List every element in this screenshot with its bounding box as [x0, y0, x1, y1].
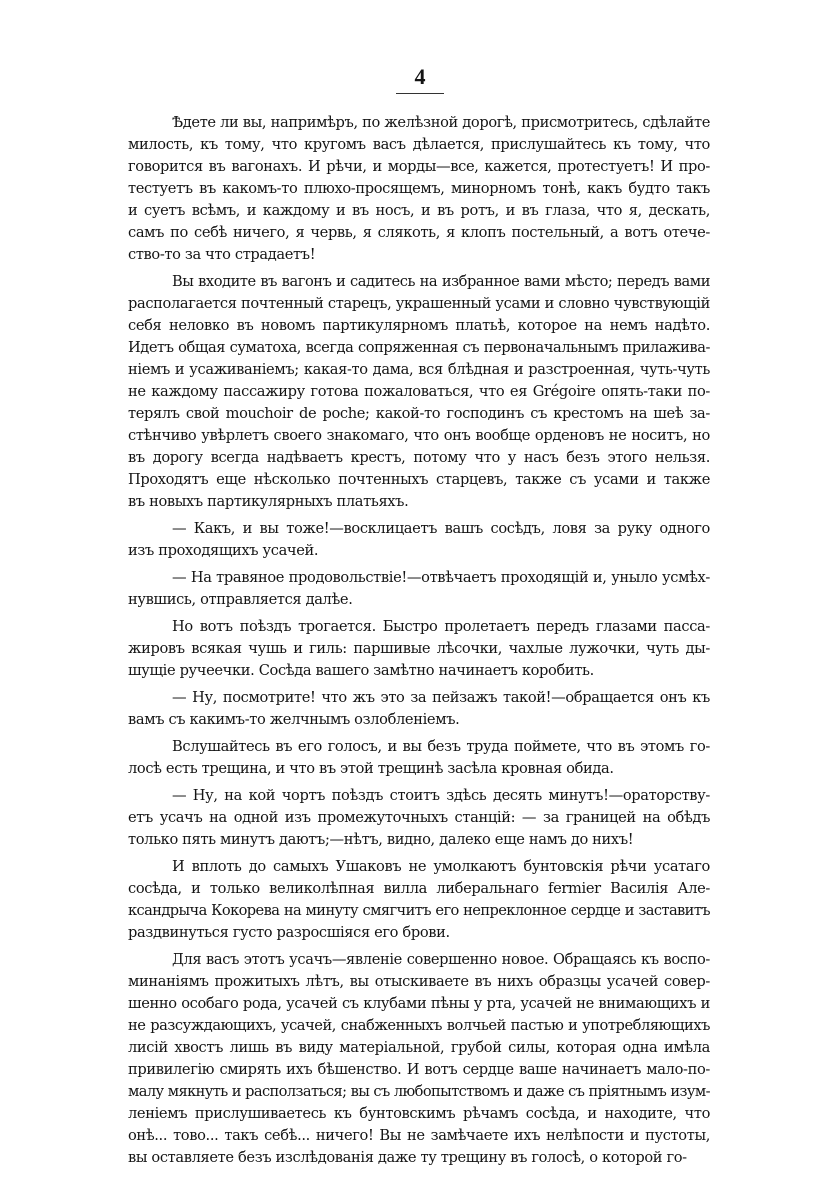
- paragraph: [128, 949, 710, 1169]
- text-line: ксандрыча Кокорева на минуту смягчитъ его непреклонное сердце и заставитъ: [128, 902, 710, 919]
- text-line: — Какъ, и вы тоже!—восклицаетъ вашъ сосѣдъ, ловя за руку одного: [172, 520, 710, 537]
- text-line: въ дорогу всегда надѣваетъ крестъ, потому что у насъ безъ этого нельзя.: [128, 449, 710, 466]
- text-line: Проходятъ еще нѣсколько почтенныхъ старцевъ, также съ усами и также: [128, 471, 710, 488]
- text-line: нувшись, отправляется далѣе.: [128, 591, 353, 608]
- paragraph: [128, 616, 710, 682]
- text-line: лисій хвостъ лишь въ виду матеріальной, грубой силы, которая одна имѣла: [128, 1039, 710, 1056]
- paragraph: [128, 736, 710, 780]
- text-line: раздвинуться густо разросшіяся его брови.: [128, 924, 450, 941]
- text-line: онѣ... тово... такъ себѣ... ничего! Вы не замѣчаете ихъ нелѣпости и пустоты,: [128, 1127, 710, 1144]
- text-line: вамъ съ какимъ-то желчнымъ озлобленіемъ.: [128, 711, 460, 728]
- text-line: жировъ всякая чушь и гиль: паршивые лѣсочки, чахлые лужочки, чуть ды-: [128, 640, 710, 657]
- body-text: [128, 112, 710, 1169]
- text-line: И вплоть до самыхъ Ушаковъ не умолкаютъ бунтовскія рѣчи усатаго: [172, 858, 710, 875]
- text-line: говорится въ вагонахъ. И рѣчи, и морды—все, кажется, протестуетъ! И про-: [128, 158, 710, 175]
- page-number-rule: [396, 93, 444, 94]
- text-line: себя неловко въ новомъ партикулярномъ платьѣ, которое на немъ надѣто.: [128, 317, 710, 334]
- text-line: тестуетъ въ какомъ-то плюхо-просящемъ, минорномъ тонѣ, какъ будто такъ: [128, 180, 710, 197]
- text-line: шущіе ручеечки. Сосѣда вашего замѣтно начинаетъ коробить.: [128, 662, 594, 679]
- text-line: Вы входите въ вагонъ и садитесь на избранное вами мѣсто; передъ вами: [172, 273, 710, 290]
- text-line: шенно особаго рода, усачей съ клубами пѣны у рта, усачей не внимающихъ и: [128, 995, 710, 1012]
- text-line: вы оставляете безъ изслѣдованія даже ту трещину въ голосѣ, о которой го-: [128, 1149, 687, 1166]
- text-line: и суетъ всѣмъ, и каждому и въ носъ, и въ ротъ, и въ глаза, что я, дескать,: [128, 202, 710, 219]
- text-line: — На травяное продовольствіе!—отвѣчаетъ проходящій и, уныло усмѣх-: [172, 569, 710, 586]
- text-line: лосѣ есть трещина, и что въ этой трещинѣ засѣла кровная обида.: [128, 760, 614, 777]
- text-line: не разсуждающихъ, усачей, снабженныхъ волчьей пастью и употребляющихъ: [128, 1017, 710, 1034]
- text-line: самъ по себѣ ничего, я червь, я слякоть, я клопъ постельный, а вотъ отече-: [128, 224, 710, 241]
- text-line: леніемъ прислушиваетесь къ бунтовскимъ рѣчамъ сосѣда, и находите, что: [128, 1105, 710, 1122]
- text-line: етъ усачъ на одной изъ промежуточныхъ станцій: — за границей на обѣдъ: [128, 809, 710, 826]
- text-line: сосѣда, и только великолѣпная вилла либеральнаго fermier Василія Але-: [128, 880, 710, 897]
- text-line: стѣнчиво увѣрлетъ своего знакомаго, что онъ вообще орденовъ не носитъ, но: [128, 427, 710, 444]
- paragraph: [128, 271, 710, 513]
- text-line: малу мякнуть и расползаться; вы съ любопытствомъ и даже съ пріятнымъ изум-: [128, 1083, 710, 1100]
- text-line: — Ну, посмотрите! что жъ это за пейзажъ такой!—обращается онъ къ: [172, 689, 710, 706]
- text-line: Для васъ этотъ усачъ—явленіе совершенно новое. Обращаясь къ воспо-: [172, 951, 710, 968]
- text-line: Ѣдете ли вы, напримѣръ, по желѣзной дорогѣ, присмотритесь, сдѣлайте: [172, 114, 710, 131]
- text-line: терялъ свой mouchoir de poche; какой-то господинъ съ крестомъ на шеѣ за-: [128, 405, 710, 422]
- text-line: милость, къ тому, что кругомъ васъ дѣлается, прислушайтесь къ тому, что: [128, 136, 710, 153]
- paragraph: [128, 112, 710, 266]
- paragraph: [128, 785, 710, 851]
- paragraph: [128, 687, 710, 731]
- text-line: ніемъ и усаживаніемъ; какая-то дама, вся блѣдная и разстроенная, чуть-чуть: [128, 361, 710, 378]
- text-line: привилегію смирять ихъ бѣшенство. И вотъ сердце ваше начинаетъ мало-по-: [128, 1061, 710, 1078]
- text-line: не каждому пассажиру готова пожаловаться, что ея Grégoire опять-таки по-: [128, 383, 710, 400]
- page-number: 4: [414, 64, 426, 89]
- text-line: въ новыхъ партикулярныхъ платьяхъ.: [128, 493, 409, 510]
- text-line: изъ проходящихъ усачей.: [128, 542, 319, 559]
- text-line: Идетъ общая суматоха, всегда сопряженная съ первоначальнымъ прилаживa-: [128, 339, 710, 356]
- paragraph: [128, 567, 710, 611]
- text-line: располагается почтенный старецъ, украшенный усами и словно чувствующій: [128, 295, 710, 312]
- paragraph: [128, 856, 710, 944]
- text-line: ство-то за что страдаетъ!: [128, 246, 316, 263]
- text-line: Вслушайтесь въ его голосъ, и вы безъ труда поймете, что въ этомъ го-: [172, 738, 710, 755]
- text-line: Но вотъ поѣздъ трогается. Быстро пролетаетъ передъ глазами пасса-: [172, 618, 710, 635]
- paragraph: [128, 518, 710, 562]
- text-line: только пять минутъ даютъ;—нѣтъ, видно, далеко еще намъ до нихъ!: [128, 831, 634, 848]
- text-line: — Ну, на кой чортъ поѣздъ стоитъ здѣсь десять минутъ!—ораторству-: [172, 787, 710, 804]
- text-line: минаніямъ прожитыхъ лѣтъ, вы отыскиваете въ нихъ образцы усачей совер-: [128, 973, 710, 990]
